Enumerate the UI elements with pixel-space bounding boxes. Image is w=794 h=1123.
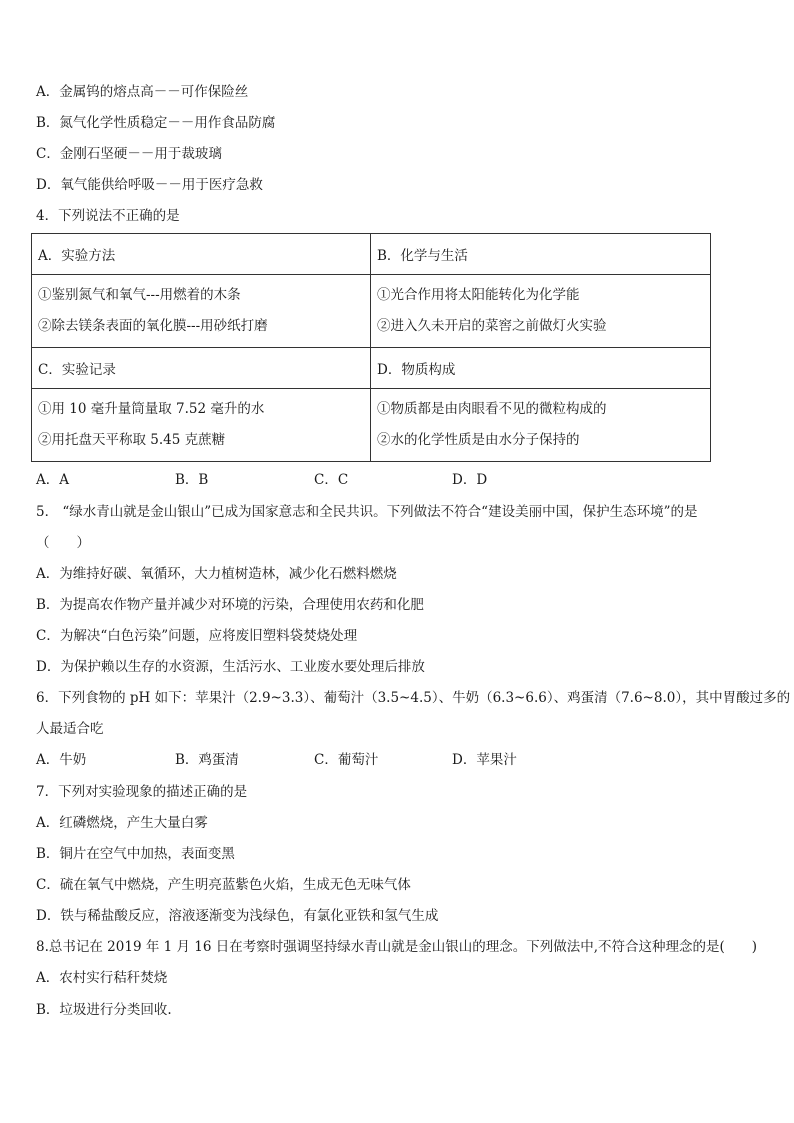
q6-option-d: D．苹果汁 bbox=[452, 752, 517, 768]
q3-option-b: B．氮气化学性质稳定－－用作食品防腐 bbox=[36, 115, 276, 131]
q7-option-a: A．红磷燃烧，产生大量白雾 bbox=[36, 815, 208, 831]
q4-cell-c-head: C．实验记录 bbox=[32, 348, 371, 389]
q4-cell-c-body bbox=[32, 389, 371, 462]
q4-b-line-1: ①光合作用将太阳能转化为化学能 bbox=[377, 287, 580, 303]
q3-option-c: C．金刚石坚硬－－用于裁玻璃 bbox=[36, 146, 222, 162]
q4-table bbox=[31, 233, 711, 462]
q5-stem-line-1: 5． “绿水青山就是金山银山”已成为国家意志和全民共识。下列做法不符合“建设美丽中国，保护生态环境”的是 bbox=[36, 504, 698, 520]
q5-option-c: C．为解决“白色污染”问题，应将废旧塑料袋焚烧处理 bbox=[36, 628, 358, 644]
q4-d-line-1: ①物质都是由肉眼看不见的微粒构成的 bbox=[377, 401, 607, 417]
q6-option-a: A．牛奶 bbox=[36, 752, 87, 768]
q4-d-line-2: ②水的化学性质是由水分子保持的 bbox=[377, 432, 580, 448]
q6-option-b: B．鸡蛋清 bbox=[175, 752, 239, 768]
q7-option-d: D．铁与稀盐酸反应，溶液逐渐变为浅绿色，有氯化亚铁和氢气生成 bbox=[36, 908, 439, 924]
q4-cell-b-body bbox=[371, 275, 711, 348]
q7-option-b: B．铜片在空气中加热，表面变黑 bbox=[36, 846, 235, 862]
q8-stem: 8.总书记在 2019 年 1 月 16 日在考察时强调坚持绿水青山就是金山银山的理念。下列做法中,不符合这种理念的是( ) bbox=[36, 939, 758, 955]
q4-option-a: A．A bbox=[36, 472, 69, 488]
q4-a-line-2: ②除去镁条表面的氧化膜---用砂纸打磨 bbox=[38, 318, 268, 334]
q6-option-c: C．葡萄汁 bbox=[314, 752, 379, 768]
q5-stem-line-2: （ ） bbox=[36, 535, 90, 551]
q4-c-line-2: ②用托盘天平称取 5.45 克蔗糖 bbox=[38, 432, 226, 448]
q4-option-c: C．C bbox=[314, 472, 349, 488]
q8-option-a: A．农村实行秸秆焚烧 bbox=[36, 970, 168, 986]
q4-cell-d-body bbox=[371, 389, 711, 462]
q8-option-b: B．垃圾进行分类回收. bbox=[36, 1002, 172, 1018]
q4-cell-b-head: B．化学与生活 bbox=[371, 234, 711, 275]
q4-stem: 4．下列说法不正确的是 bbox=[36, 208, 180, 224]
q4-cell-d-head: D．物质构成 bbox=[371, 348, 711, 389]
q5-option-a: A．为维持好碳、氧循环，大力植树造林，减少化石燃料燃烧 bbox=[36, 566, 397, 582]
q4-option-d: D．D bbox=[452, 472, 488, 488]
q4-a-line-1: ①鉴别氮气和氧气---用燃着的木条 bbox=[38, 287, 241, 303]
q4-c-line-1: ①用 10 毫升量筒量取 7.52 毫升的水 bbox=[38, 401, 265, 417]
q5-option-b: B．为提高农作物产量并减少对环境的污染，合理使用农药和化肥 bbox=[36, 597, 424, 613]
q7-stem: 7．下列对实验现象的描述正确的是 bbox=[36, 784, 248, 800]
q4-cell-a-head: A．实验方法 bbox=[32, 234, 371, 275]
q6-stem-line-1: 6．下列食物的 pH 如下：苹果汁（2.9~3.3）、葡萄汁（3.5~4.5）、牛奶（6.3~6.6）、鸡蛋清（7.6~8.0），其中胃酸过多的 bbox=[36, 690, 791, 706]
q5-option-d: D．为保护赖以生存的水资源，生活污水、工业废水要处理后排放 bbox=[36, 659, 425, 675]
q3-option-a: A．金属钨的熔点高－－可作保险丝 bbox=[36, 84, 249, 100]
q4-cell-a-body bbox=[32, 275, 371, 348]
q3-option-d: D．氧气能供给呼吸－－用于医疗急救 bbox=[36, 177, 263, 193]
q6-stem-line-2: 人最适合吃 bbox=[36, 721, 104, 737]
q7-option-c: C．硫在氧气中燃烧，产生明亮蓝紫色火焰，生成无色无味气体 bbox=[36, 877, 411, 893]
q4-b-line-2: ②进入久未开启的菜窖之前做灯火实验 bbox=[377, 318, 607, 334]
q4-option-b: B．B bbox=[175, 472, 209, 488]
